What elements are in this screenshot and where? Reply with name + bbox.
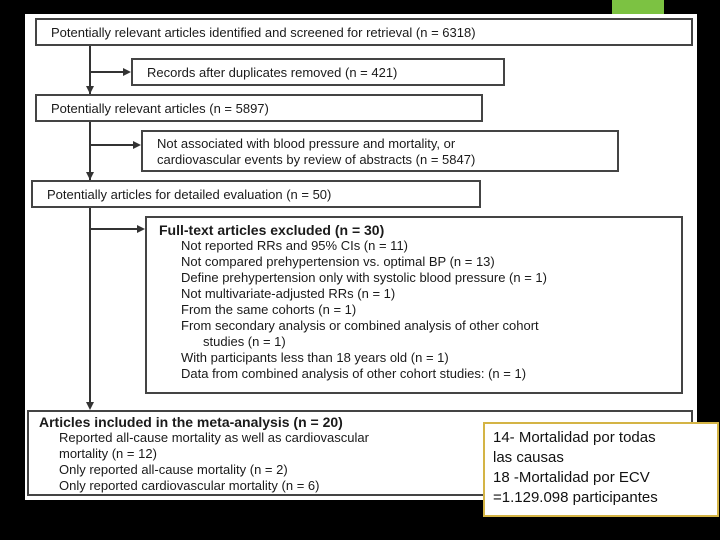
box-identified <box>35 18 693 46</box>
box-duplicates-text: Records after duplicates removed (n = 421) <box>147 65 398 80</box>
note-line-3: 18 -Mortalidad por ECV <box>493 469 650 486</box>
arrow-to-not-associated <box>133 141 141 149</box>
excluded-item: Define prehypertension only with systolic blood pressure (n = 1) <box>181 270 547 285</box>
note-line-1: 14- Mortalidad por todas <box>493 429 656 446</box>
note-line-2: las causas <box>493 449 564 466</box>
arrow-to-duplicates <box>123 68 131 76</box>
included-item: Only reported cardiovascular mortality (n = 6) <box>59 478 320 493</box>
arrow-to-relevant <box>86 86 94 94</box>
arrow-to-detailed <box>86 172 94 180</box>
annotation-note <box>483 422 719 517</box>
excluded-item: From the same cohorts (n = 1) <box>181 302 357 317</box>
box-identified-text: Potentially relevant articles identified and screened for retrieval (n = 6318) <box>51 25 476 40</box>
arrow-to-excluded <box>137 225 145 233</box>
included-title: Articles included in the meta-analysis (n = 20) <box>39 414 343 430</box>
excluded-item: From secondary analysis or combined analysis of other cohort <box>181 318 539 333</box>
box-duplicates <box>131 58 505 86</box>
arrow-to-included <box>86 402 94 410</box>
excluded-item: Not compared prehypertension vs. optimal BP (n = 13) <box>181 254 495 269</box>
excluded-item: Not reported RRs and 95% CIs (n = 11) <box>181 238 409 253</box>
included-item: Only reported all-cause mortality (n = 2) <box>59 462 288 477</box>
note-line-4: =1.129.098 participantes <box>493 489 658 506</box>
excluded-item: Not multivariate-adjusted RRs (n = 1) <box>181 286 396 301</box>
excluded-item: With participants less than 18 years old (n = 1) <box>181 350 449 365</box>
branch-line-not-associated <box>89 144 133 146</box>
branch-line-excluded <box>89 228 137 230</box>
box-relevant-text: Potentially relevant articles (n = 5897) <box>51 101 269 116</box>
box-detailed <box>31 180 481 208</box>
not-associated-line-1: Not associated with blood pressure and mortality, or <box>157 136 456 151</box>
excluded-item: studies (n = 1) <box>203 334 286 349</box>
excluded-title: Full-text articles excluded (n = 30) <box>159 222 385 238</box>
included-item: Reported all-cause mortality as well as cardiovascular <box>59 430 369 445</box>
box-excluded <box>145 216 683 394</box>
box-detailed-text: Potentially articles for detailed evaluation (n = 50) <box>47 187 332 202</box>
included-item: mortality (n = 12) <box>59 446 157 461</box>
excluded-item: Data from combined analysis of other cohort studies: (n = 1) <box>181 366 527 381</box>
box-not-associated <box>141 130 619 172</box>
not-associated-line-2: cardiovascular events by review of abstracts (n = 5847) <box>157 152 476 167</box>
branch-line-duplicates <box>89 71 123 73</box>
box-relevant <box>35 94 483 122</box>
